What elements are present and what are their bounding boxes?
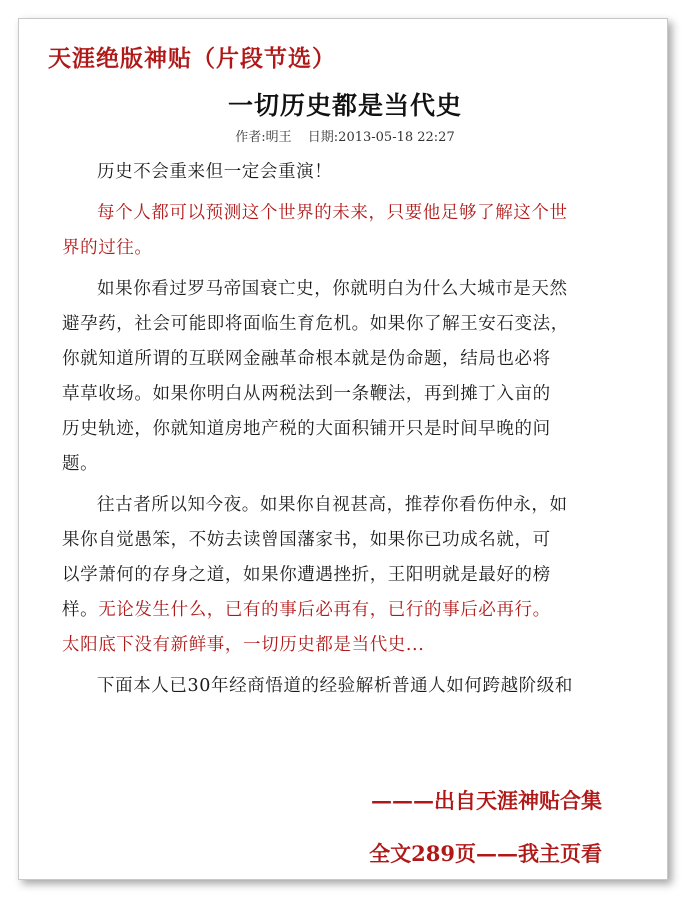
date-label: 日期:2013-05-18 22:27 <box>307 130 455 145</box>
paragraph-5: 下面本人已30年经商悟道的经验解析普通人如何跨越阶级和 <box>97 676 573 696</box>
paragraph-4-line-1: 往古者所以知今夜。如果你自视甚高，推荐你看伤仲永，如 <box>97 495 568 515</box>
paragraph-3-line-4: 草草收场。如果你明白从两税法到一条鞭法，再到摊丁入亩的 <box>62 384 551 404</box>
author-label: 作者:明王 <box>235 130 292 145</box>
paragraph-2-line-2: 界的过往。 <box>62 238 153 258</box>
article-title: 一切历史都是当代史 <box>227 91 462 120</box>
paragraph-4-line-4 <box>62 593 630 628</box>
paragraph-4-line-4-start: 样。 <box>62 600 99 620</box>
paragraph-4-line-4-highlight: 无论发生什么，已有的事后必再有，已行的事后必再行。 <box>98 600 551 620</box>
article-body <box>62 155 630 704</box>
paragraph-3-line-5: 历史轨迹，你就知道房地产税的大面积铺开只是时间早晚的问 <box>62 419 551 439</box>
paragraph-4-line-5: 太阳底下没有新鲜事，一切历史都是当代史... <box>62 635 425 655</box>
paragraph-3-line-6: 题。 <box>62 454 99 474</box>
paragraph-1: 历史不会重来但一定会重演！ <box>97 162 333 182</box>
paragraph-3-line-3: 你就知道所谓的互联网金融革命根本就是伪命题，结局也必将 <box>62 349 551 369</box>
article-meta <box>0 126 690 145</box>
source-note: ———出自天涯神贴合集 <box>371 788 602 813</box>
paragraph-3-line-2: 避孕药，社会可能即将面临生育危机。如果你了解王安石变法， <box>62 314 569 334</box>
paragraph-2-line-1: 每个人都可以预测这个世界的未来，只要他足够了解这个世 <box>97 203 568 223</box>
paragraph-4-line-2: 果你自觉愚笨，不妨去读曾国藩家书，如果你已功成名就，可 <box>62 530 551 550</box>
paragraph-4-line-3: 以学萧何的存身之道，如果你遭遇挫折，王阳明就是最好的榜 <box>62 565 551 585</box>
paragraph-3-line-1: 如果你看过罗马帝国衰亡史，你就明白为什么大城市是天然 <box>97 279 568 299</box>
page-count-note: 全文289页——我主页看 <box>369 841 602 866</box>
header-title: 天涯绝版神贴（片段节选） <box>48 45 336 72</box>
